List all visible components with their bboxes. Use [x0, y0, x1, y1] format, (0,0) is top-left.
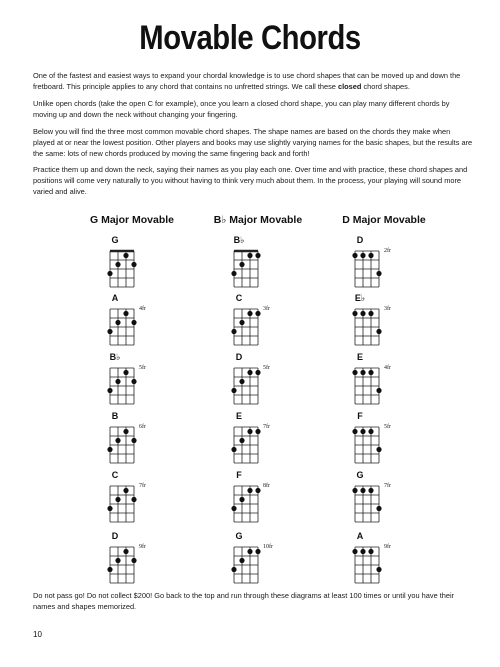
chord-diagram — [338, 235, 398, 295]
finger-dot — [107, 506, 112, 511]
finger-dot — [360, 253, 365, 258]
fret-position-label: 7fr — [384, 483, 391, 489]
fretboard-grid — [105, 305, 139, 347]
fretboard-grid — [105, 364, 139, 406]
finger-dot — [352, 253, 357, 258]
finger-dot — [255, 488, 260, 493]
finger-dot — [247, 370, 252, 375]
chord-name: G — [356, 470, 364, 480]
finger-dot — [239, 558, 244, 563]
finger-dot — [352, 549, 357, 554]
finger-dot — [239, 262, 244, 267]
finger-dot — [239, 379, 244, 384]
fretboard-grid — [229, 543, 263, 585]
finger-dot — [123, 311, 128, 316]
fret-position-label: 7fr — [263, 424, 270, 430]
chord-name: A — [111, 293, 119, 303]
finger-dot — [239, 438, 244, 443]
fret-position-label: 6fr — [139, 424, 146, 430]
finger-dot — [231, 567, 236, 572]
fret-position-label: 8fr — [263, 483, 270, 489]
finger-dot — [115, 262, 120, 267]
fretboard-grid — [105, 423, 139, 465]
fretboard-grid — [105, 247, 139, 289]
chord-diagram — [217, 470, 277, 530]
fret-position-label: 9fr — [139, 544, 146, 550]
paragraph-closing: Do not pass go! Do not collect $200! Go back to the top and run through these diagrams at least 100 times or until you have their names and shapes memorized. — [33, 591, 455, 611]
fretboard-grid — [350, 305, 384, 347]
finger-dot — [368, 370, 373, 375]
fret-position-label: 3fr — [384, 306, 391, 312]
finger-dot — [231, 506, 236, 511]
finger-dot — [231, 388, 236, 393]
finger-dot — [376, 447, 381, 452]
chord-diagram — [217, 235, 277, 295]
paragraph-open-chords: Unlike open chords (take the open C for example), once you learn a closed chord shape, you can play many different chords by moving up and down the neck without changing your fingering. — [33, 99, 450, 119]
chord-diagram — [338, 352, 398, 412]
chord-name: G — [235, 531, 243, 541]
finger-dot — [255, 253, 260, 258]
chord-diagram — [93, 411, 153, 471]
chord-diagram — [338, 531, 398, 591]
finger-dot — [255, 549, 260, 554]
chord-diagram — [217, 531, 277, 591]
finger-dot — [107, 388, 112, 393]
finger-dot — [247, 311, 252, 316]
fret-position-label: 7fr — [139, 483, 146, 489]
finger-dot — [123, 488, 128, 493]
chord-diagram — [338, 470, 398, 530]
chord-name: E — [235, 411, 242, 421]
finger-dot — [255, 311, 260, 316]
finger-dot — [368, 488, 373, 493]
finger-dot — [107, 567, 112, 572]
chord-name: C — [111, 470, 119, 480]
finger-dot — [376, 388, 381, 393]
chord-diagram — [93, 470, 153, 530]
finger-dot — [115, 320, 120, 325]
column-heading-g: G Major Movable — [89, 214, 174, 226]
chord-diagram — [93, 531, 153, 591]
chord-diagram — [93, 293, 153, 353]
finger-dot — [131, 558, 136, 563]
finger-dot — [368, 253, 373, 258]
chord-name: F — [357, 411, 363, 421]
chord-name: B♭ — [109, 352, 121, 362]
finger-dot — [123, 429, 128, 434]
column-heading-d: D Major Movable — [342, 214, 426, 226]
finger-dot — [115, 497, 120, 502]
finger-dot — [107, 329, 112, 334]
fretboard-grid — [350, 543, 384, 585]
finger-dot — [352, 488, 357, 493]
finger-dot — [247, 488, 252, 493]
finger-dot — [376, 567, 381, 572]
finger-dot — [131, 379, 136, 384]
chord-name: F — [236, 470, 242, 480]
finger-dot — [131, 497, 136, 502]
paragraph-intro-bold: closed — [337, 82, 362, 91]
finger-dot — [360, 370, 365, 375]
fret-position-label: 5fr — [139, 365, 146, 371]
finger-dot — [376, 329, 381, 334]
chord-name: B — [111, 411, 119, 421]
chord-diagram — [338, 293, 398, 353]
finger-dot — [255, 429, 260, 434]
chord-name: E — [356, 352, 363, 362]
finger-dot — [352, 370, 357, 375]
finger-dot — [231, 447, 236, 452]
fret-position-label: 3fr — [263, 306, 270, 312]
finger-dot — [360, 311, 365, 316]
fret-position-label: 4fr — [384, 365, 391, 371]
finger-dot — [360, 549, 365, 554]
fretboard-grid — [229, 482, 263, 524]
fretboard-grid — [105, 482, 139, 524]
page-title: Movable Chords — [139, 19, 361, 57]
chord-name: G — [111, 235, 119, 245]
fretboard-grid — [105, 543, 139, 585]
chord-name: D — [111, 531, 119, 541]
finger-dot — [131, 262, 136, 267]
chord-name: C — [235, 293, 243, 303]
fretboard-grid — [229, 305, 263, 347]
finger-dot — [247, 549, 252, 554]
fretboard-grid — [229, 364, 263, 406]
chord-diagram — [93, 352, 153, 412]
fretboard-grid — [350, 247, 384, 289]
chord-diagram — [338, 411, 398, 471]
column-heading-bb: B♭ Major Movable — [213, 214, 303, 226]
fret-position-label: 9fr — [384, 544, 391, 550]
fretboard-grid — [350, 364, 384, 406]
chord-diagram — [93, 235, 153, 295]
finger-dot — [131, 438, 136, 443]
finger-dot — [115, 558, 120, 563]
paragraph-shapes: Below you will find the three most common movable chord shapes. The shape names are based on the chords they make when played at or near the lowest position. Other players and books may use slightly varying names for the basic shapes, but the results are the same: lots of new chords produced by moving the same fingering back and forth! — [33, 127, 473, 158]
fretboard-grid — [229, 423, 263, 465]
finger-dot — [123, 370, 128, 375]
fret-position-label: 10fr — [263, 544, 273, 550]
finger-dot — [107, 271, 112, 276]
page-number: 10 — [33, 630, 42, 639]
finger-dot — [376, 271, 381, 276]
chord-name: B♭ — [233, 235, 245, 245]
fretboard-grid — [350, 482, 384, 524]
fret-position-label: 5fr — [263, 365, 270, 371]
finger-dot — [352, 429, 357, 434]
finger-dot — [360, 488, 365, 493]
chord-name: A — [356, 531, 364, 541]
finger-dot — [368, 549, 373, 554]
finger-dot — [247, 253, 252, 258]
finger-dot — [247, 429, 252, 434]
finger-dot — [360, 429, 365, 434]
chord-diagram — [217, 411, 277, 471]
paragraph-intro — [33, 70, 473, 92]
fret-position-label: 5fr — [384, 424, 391, 430]
finger-dot — [115, 379, 120, 384]
paragraph-practice: Practice them up and down the neck, saying their names as you play each one. Over time and with practice, these chord shapes and positions will come very naturally to you without having to think very much about them. In the process, your playing will sound more varied and alive. — [33, 165, 468, 196]
chord-name: D — [235, 352, 243, 362]
finger-dot — [239, 320, 244, 325]
chord-name: E♭ — [354, 293, 366, 303]
finger-dot — [239, 497, 244, 502]
finger-dot — [115, 438, 120, 443]
fretboard-grid — [229, 247, 263, 289]
finger-dot — [368, 311, 373, 316]
finger-dot — [255, 370, 260, 375]
fret-position-label: 4fr — [139, 306, 146, 312]
chord-diagram — [217, 352, 277, 412]
paragraph-intro-text: One of the fastest and easiest ways to expand your chordal knowledge is to use chord shapes that can be moved up and down the fretboard. This principle applies to any chord that contains no unfretted strings. We call these — [33, 71, 461, 91]
fret-position-label: 2fr — [384, 248, 391, 254]
finger-dot — [231, 329, 236, 334]
paragraph-intro-end: chord shapes. — [361, 82, 410, 91]
finger-dot — [231, 271, 236, 276]
chord-diagram — [217, 293, 277, 353]
finger-dot — [131, 320, 136, 325]
fretboard-grid — [350, 423, 384, 465]
chord-name: D — [356, 235, 364, 245]
finger-dot — [123, 253, 128, 258]
finger-dot — [352, 311, 357, 316]
finger-dot — [376, 506, 381, 511]
finger-dot — [107, 447, 112, 452]
finger-dot — [123, 549, 128, 554]
finger-dot — [368, 429, 373, 434]
